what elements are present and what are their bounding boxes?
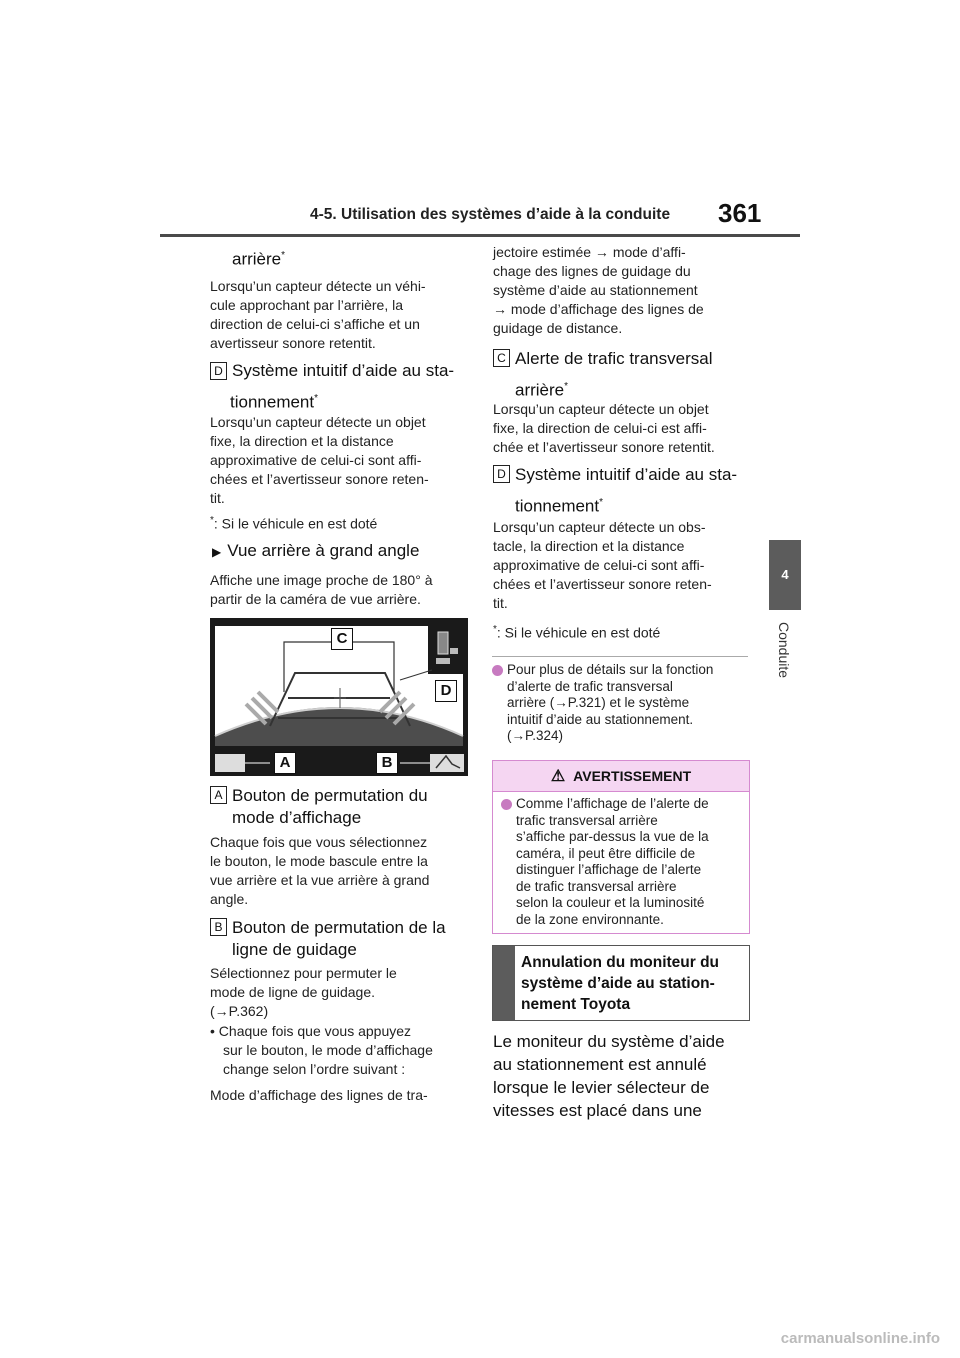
- callout-b: B: [376, 752, 398, 774]
- note-text: Pour plus de détails sur la fonction d’alerte de trafic transversal arrière (→P.321) et le système intuitif d’aide au stationnement. (→P.324): [492, 662, 752, 745]
- page-ref-link[interactable]: (→P.362): [210, 1003, 269, 1019]
- b-text: Sélectionnez pour permuter le mode de ligne de guidage. (→P.362): [210, 964, 470, 1021]
- d-text-right: Lorsqu’un capteur détecte un obs- tacle, la direction et la distance approximative de celui-ci sont affi- chées et l’avertisseur sonore reten- tit.: [493, 519, 712, 611]
- section-title: 4-5. Utilisation des systèmes d’aide à la conduite: [310, 206, 671, 223]
- callout-c: C: [331, 628, 353, 650]
- warning-header: ⚠ AVERTISSEMENT: [493, 761, 749, 792]
- d-text: Lorsqu’un capteur détecte un objet fixe, la direction et la distance approximative de celui-ci sont affi- chées et l’avertisseur sonore reten- tit.: [210, 414, 429, 506]
- cont-text: jectoire estimée → mode d’affi- chage des lignes de guidage du système d’aide au stationnement → mode d’affichage des lignes de guidage de distance.: [493, 244, 704, 336]
- footnote-right: *: Si le véhicule en est doté: [493, 624, 661, 641]
- header-rule: [160, 234, 800, 237]
- label-b: B: [210, 918, 227, 936]
- warning-triangle-icon: ⚠: [550, 768, 566, 785]
- a-heading: Bouton de permutation du mode d’affichage: [232, 786, 428, 827]
- b-mode: Mode d’affichage des lignes de tra-: [210, 1087, 428, 1103]
- label-d: D: [210, 362, 227, 380]
- label-a: A: [210, 786, 227, 804]
- chapter-tab-label: Conduite: [776, 622, 792, 679]
- warning-text: Comme l’affichage de l’alerte de trafic transversal arrière s’affiche par-dessus la vue de la caméra, il peut être difficile de distinguer l’affichage de l’alerte de trafic transversal arrière selon la couleur et la luminosité de la zone environnante.: [493, 792, 749, 928]
- bullet-icon: [492, 665, 503, 676]
- bullet-icon: [501, 799, 512, 810]
- c-heading: Alerte de trafic transversal arrière*: [515, 349, 713, 400]
- section-heading-bar: [493, 946, 515, 1020]
- camera-display-figure: [210, 618, 468, 776]
- chapter-tab[interactable]: 4: [769, 540, 801, 610]
- page-number: 361: [718, 198, 762, 228]
- watermark[interactable]: carmanualsonline.info: [780, 1330, 940, 1347]
- intro-heading: arrière*: [232, 249, 286, 269]
- d-heading-right: Système intuitif d’aide au sta- tionnement*: [515, 465, 738, 516]
- d-heading: Système intuitif d’aide au sta- tionnement*: [230, 361, 455, 412]
- label-d-right: D: [493, 465, 510, 483]
- triangle-bullet-icon: ▶: [212, 545, 222, 559]
- callout-a: A: [274, 752, 296, 774]
- c-text: Lorsqu’un capteur détecte un objet fixe, la direction de celui-ci est affi- chée et l’avertisseur sonore retentit.: [493, 401, 715, 455]
- section-heading-box: [492, 945, 750, 1021]
- wide-text: Affiche une image proche de 180° à partir de la caméra de vue arrière.: [210, 572, 433, 607]
- callout-d: D: [435, 680, 457, 702]
- note-rule: [492, 656, 748, 657]
- warning-box: [492, 760, 750, 934]
- section-heading: Annulation du moniteur du système d’aide au station- nement Toyota: [521, 954, 720, 1013]
- b-bullet: • Chaque fois que vous appuyez sur le bouton, le mode d’affichage change selon l’ordre suivant :: [210, 1023, 433, 1077]
- a-text: Chaque fois que vous sélectionnez le bouton, le mode bascule entre la vue arrière et la vue arrière à grand angle.: [210, 834, 430, 907]
- label-c: C: [493, 349, 510, 367]
- footnote: *: Si le véhicule en est doté: [210, 515, 378, 532]
- b-heading: Bouton de permutation de la ligne de guidage: [232, 918, 446, 959]
- wide-heading: ▶ Vue arrière à grand angle: [212, 541, 420, 560]
- closing-text: Le moniteur du système d’aide au stationnement est annulé lorsque le levier sélecteur de vitesses est placé dans une: [493, 1032, 725, 1120]
- intro-text: Lorsqu’un capteur détecte un véhi- cule approchant par l’arrière, la direction de celui-ci s’affiche et un avertisseur sonore retentit.: [210, 278, 426, 351]
